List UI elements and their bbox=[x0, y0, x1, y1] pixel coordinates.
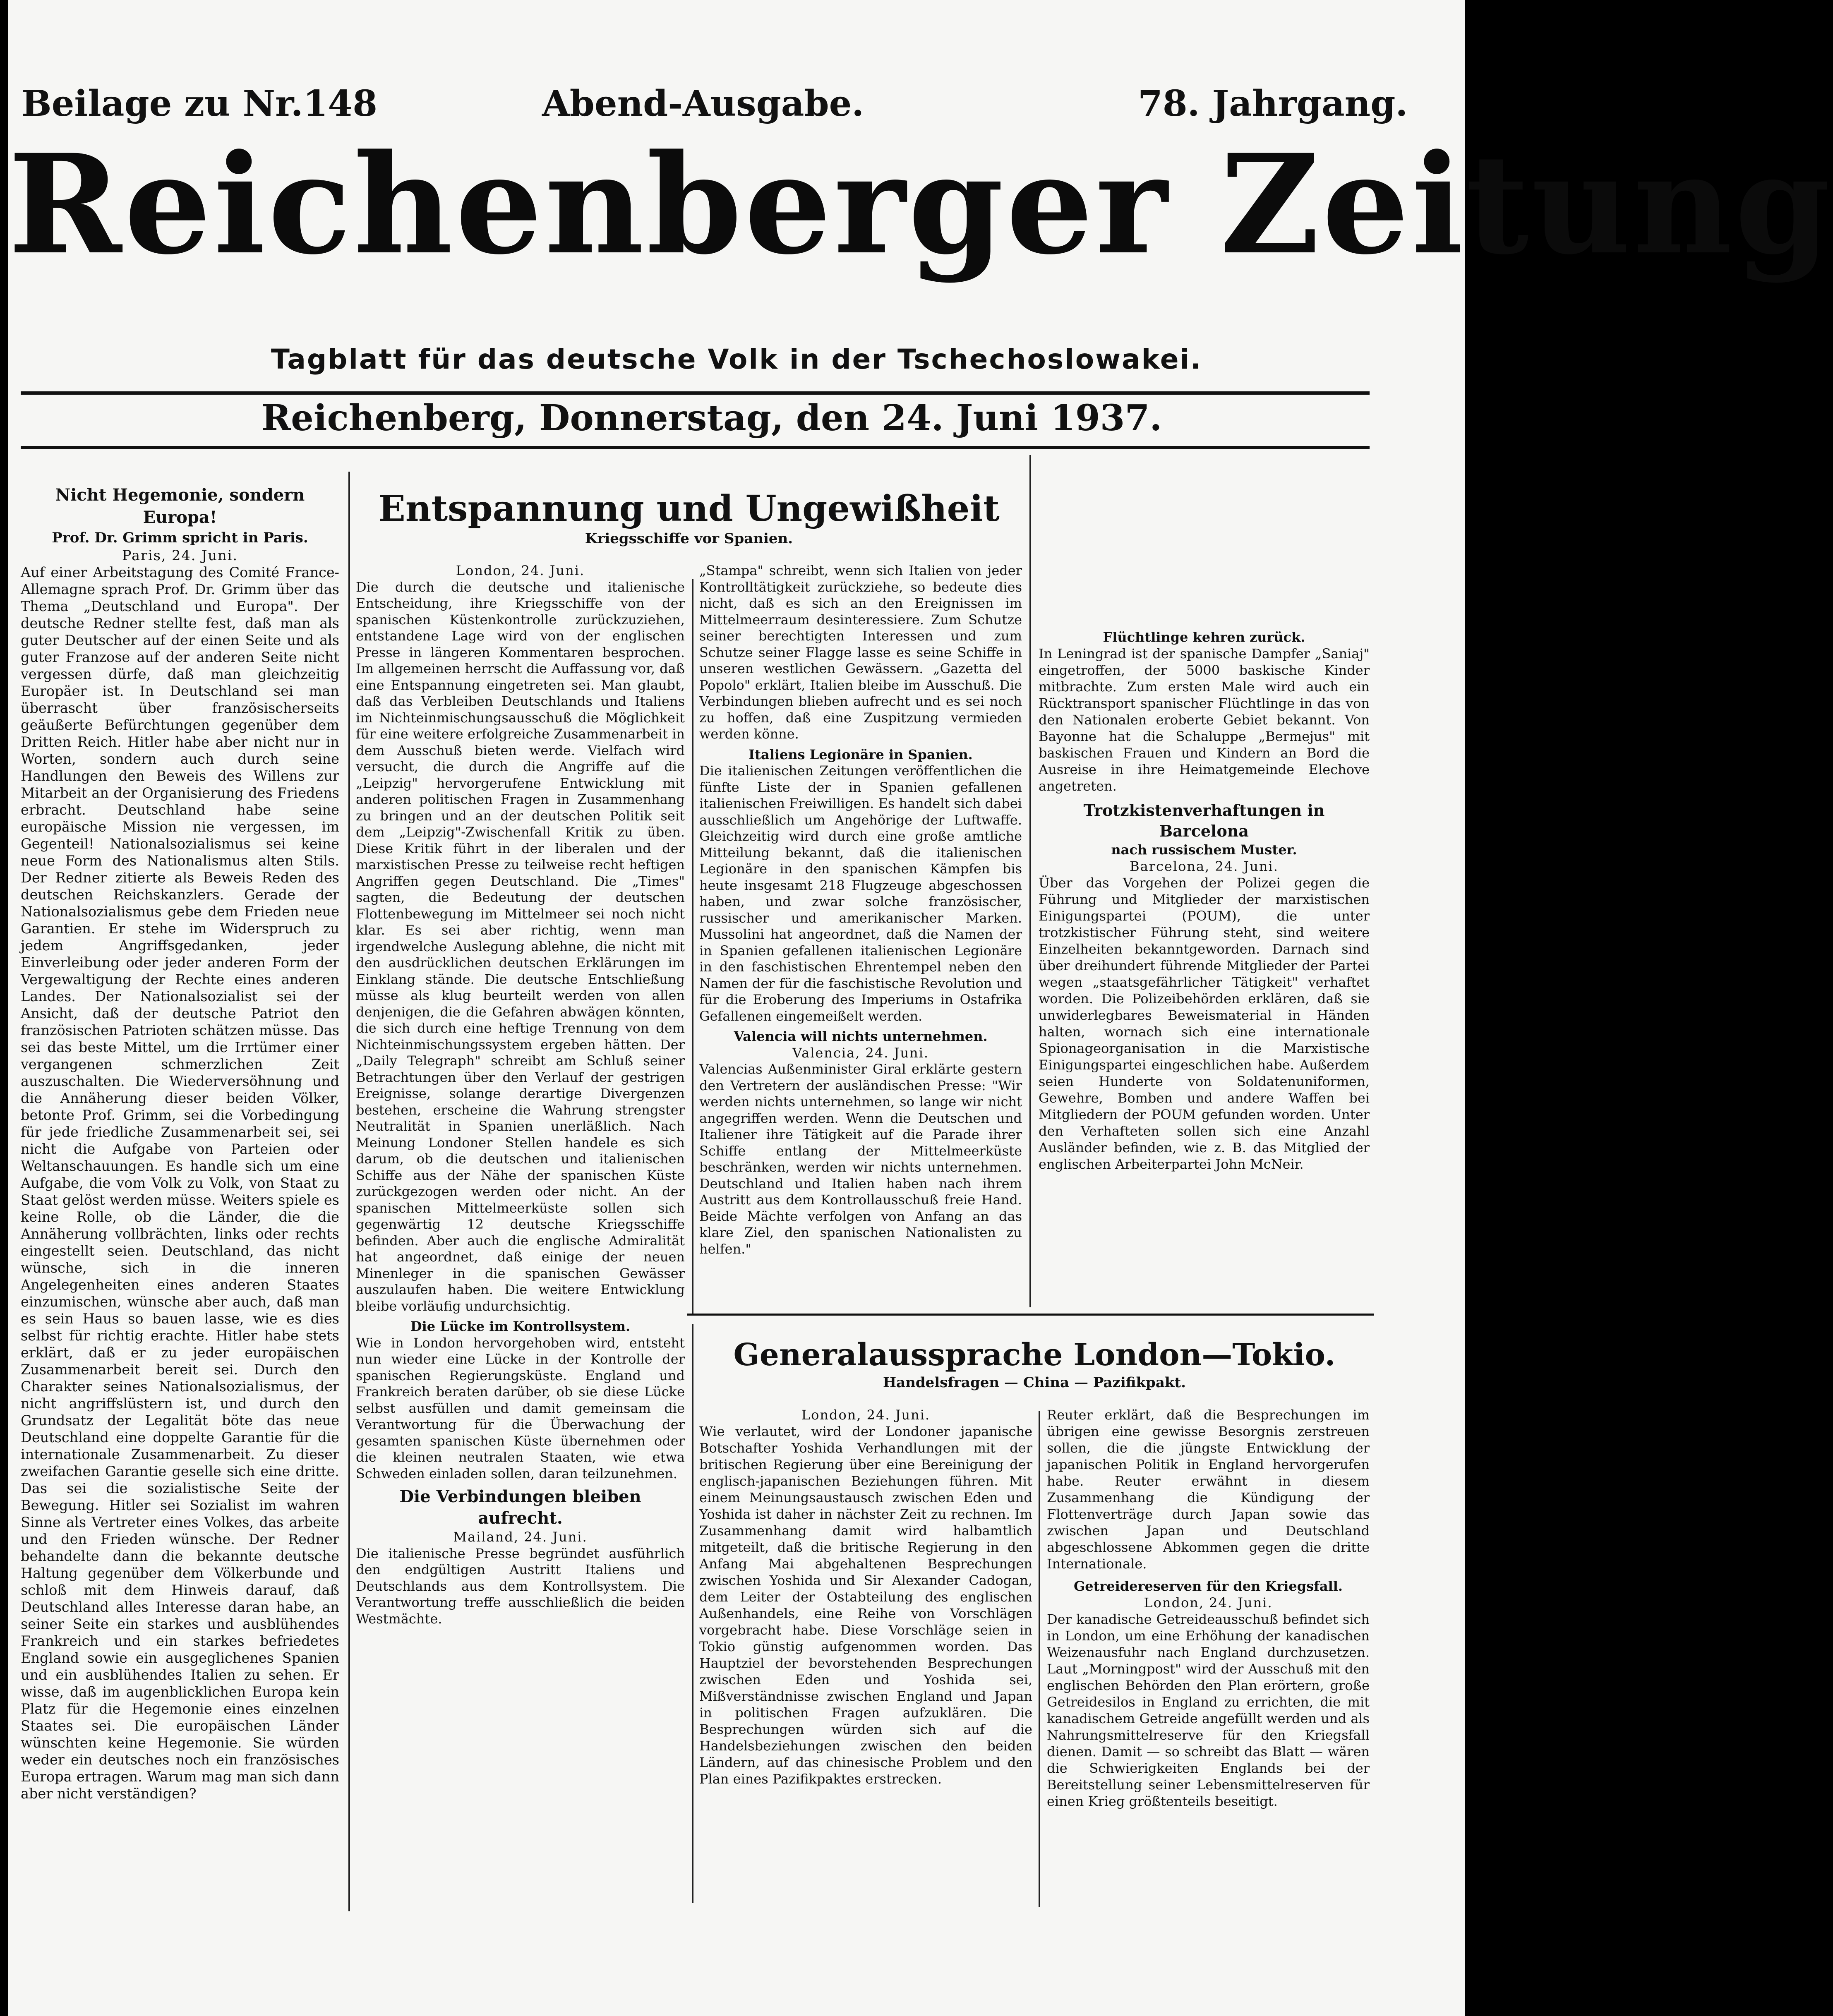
section-heading: Italiens Legionäre in Spanien. bbox=[749, 746, 973, 762]
article-right bbox=[1039, 629, 1370, 1172]
article-left bbox=[21, 484, 339, 1802]
bottom-article-subhead: Handelsfragen — China — Pazifikpakt. bbox=[883, 1374, 1186, 1391]
section-dateline: Valencia, 24. Juni. bbox=[792, 1045, 929, 1061]
section-body: Die italienische Presse begründet ausführlich den endgültigen Austritt Italiens und Deutschlands aus dem Kontrollsystem. Die Verantwortung treffe ausschließlich die beiden Westmächte. bbox=[356, 1545, 685, 1627]
section-body: Wie in London hervorgehoben wird, entsteht nun wieder eine Lücke in der Kontrolle der spanischen Regierungsküste. England und Frankreich beraten darüber, ob sie diese Lücke selbst ausfüllen und damit gemeinsam die Verantwortung für die Überwachung der gesamten spanischen Küste übernehmen oder die kleinen neutralen Staaten, wie etwa Schweden einladen sollen, daran teilzunehmen. bbox=[356, 1335, 685, 1481]
column-divider bbox=[348, 472, 350, 1911]
rule-top bbox=[21, 391, 1370, 395]
volume: 78. Jahrgang. bbox=[1138, 83, 1408, 125]
issue-number: Beilage zu Nr.148 bbox=[22, 83, 378, 125]
bottom-article-body-continued: Reuter erklärt, daß die Besprechungen im übrigen eine gewisse Besorgnis zerstreuen sollen, die die jüngste Entwicklung der japanischen Politik in England hervorgerufen habe. Reuter erwähnt in diesem Zusammenhang die Kündigung der Flottenverträge durch Japan sowie das zwischen Japan und Deutschland abgeschlossene Abkommen gegen die dritte Internationale. bbox=[1047, 1407, 1370, 1572]
main-article-header bbox=[356, 488, 1022, 548]
column-divider bbox=[692, 1324, 693, 1903]
section-body: Valencias Außenminister Giral erklärte gestern den Vertretern der ausländischen Presse: "Wir werden nichts unternehmen, so lange wir nicht angegriffen werden. Wenn die Deutschen und Italiener ihre Tätigkeit auf die Parade ihrer Schiffe entlang der Mittelmeerküste beschränken, werden wir nichts unternehmen. Deutschland und Italien haben nach ihrem Austritt aus dem Kontrollausschuß freie Hand. Beide Mächte verfolgen von Anfang an das klare Ziel, den spanischen Nationalisten zu helfen." bbox=[699, 1061, 1022, 1257]
edition: Abend-Ausgabe. bbox=[542, 83, 864, 125]
rule-bottom bbox=[21, 446, 1370, 449]
article-left-dateline: Paris, 24. Juni. bbox=[122, 547, 238, 563]
bottom-article-col2 bbox=[1047, 1407, 1370, 1810]
main-article-subhead: Kriegsschiffe vor Spanien. bbox=[585, 530, 793, 547]
bottom-article-header bbox=[699, 1336, 1370, 1392]
article-left-body: Auf einer Arbeitstagung des Comité France-Allemagne sprach Prof. Dr. Grimm über das Thema „Deutschland und Europa". Der deutsche Redner stellte fest, daß man als guter Deutscher auf der einen Seite und als guter Franzose auf der anderen Seite nicht vergessen dürfe, daß man gleichzeitig Europäer ist. In Deutschland sei man überrascht über französischerseits geäußerte Befürchtungen gegenüber dem Dritten Reich. Hitler habe aber nicht nur in Worten, sondern auch durch seine Handlungen den Beweis des Willens zur Mitarbeit an der Organisierung des Friedens erbracht. Deutschland habe seine europäische Mission nie vergessen, im Gegenteil! Nationalsozialismus sei keine neue Form des Nationalismus alten Stils. Der Redner zitierte als Beweis Reden des deutschen Reichskanzlers. Gerade der Nationalsozialismus gebe dem Frieden neue Garantien. Er stehe im Widerspruch zu jedem Angriffsgedanken, jeder Einverleibung oder jeder anderen Form der Vergewaltigung der Rechte eines anderen Landes. Der Nationalsozialist sei der Ansicht, daß der deutsche Patriot den französischen Patrioten schätzen müsse. Das sei das beste Mittel, um die Irrtümer einer vergangenen schmerzlichen Zeit auszuschalten. Die Wiederversöhnung und die Annäherung dieser beiden Völker, betonte Prof. Grimm, sei die Vorbedingung für jede friedliche Zusammenarbeit sei, sei nicht die Aufgabe von Parteien oder Weltanschauungen. Es handle sich um eine Aufgabe, die vom Volk zu Volk, von Staat zu Staat gelöst werden müsse. Weiters spiele es keine Rolle, ob die Länder, die die Annäherung vollbrächten, links oder rechts eingestellt seien. Deutschland, das nicht wünsche, sich in die inneren Angelegenheiten eines anderen Staates einzumischen, wünsche aber auch, daß man es sein Haus so bauen lasse, wie es dies selbst für richtig erachte. Hitler habe stets erklärt, daß er zu jeder europäischen Zusammenarbeit bereit sei. Durch den Charakter seines Nationalsozialismus, der nicht angriffslüstern ist, und durch den Grundsatz der Legalität böte das neue Deutschland eine doppelte Garantie für die internationale Zusammenarbeit. Zu dieser zweifachen Garantie geselle sich eine dritte. Das sei die sozialistische Seite der Bewegung. Hitler sei Sozialist im wahren Sinne als Vertreter eines Volkes, das arbeite und den Frieden wünsche. Der Redner behandelte dann die bekannte deutsche Haltung gegenüber dem Völkerbunde und schloß mit dem Hinweis darauf, daß Deutschland alles Interesse daran habe, an seiner Seite ein starkes und ausblühendes Frankreich und ein starkes befriedetes England sowie ein ausgeglichenes Spanien und ein ausblühendes Italien zu sehen. Er wisse, daß im augenblicklichen Europa kein Platz für die Hegemonie eines einzelnen Staates sei. Die europäischen Länder wünschten keine Hegemonie. Sie würden weder ein deutsches noch ein französisches Europa ertragen. Warum mag man sich dann aber nicht verständigen? bbox=[21, 564, 339, 1802]
newspaper-subtitle: Tagblatt für das deutsche Volk in der Tschechoslowakei. bbox=[271, 343, 1202, 375]
section-heading: Flüchtlinge kehren zurück. bbox=[1103, 629, 1305, 645]
newspaper-title: Reichenberger Zeitung bbox=[8, 124, 1833, 285]
section-dateline: London, 24. Juni. bbox=[1144, 1595, 1273, 1611]
section-dateline: Mailand, 24. Juni. bbox=[453, 1529, 588, 1545]
column-divider bbox=[692, 579, 693, 1316]
column-divider bbox=[1029, 455, 1031, 1307]
section-body: Der kanadische Getreideausschuß befindet sich in London, um eine Erhöhung der kanadischen Weizenausfuhr nach England durchzusetzen. Laut „Morningpost" wird der Ausschuß mit den englischen Behörden den Plan erörtern, große Getreidesilos in England zu errichten, die mit kanadischem Getreide angefüllt werden und als Nahrungsmittelreserve für den Kriegsfall dienen. Damit — so schreibt das Blatt — wären die Schwierigkeiten Englands bei der Bereitstellung seiner Lebensmittelreserven für einen Krieg größtenteils beseitigt. bbox=[1047, 1611, 1370, 1809]
main-article-col1 bbox=[356, 563, 685, 1627]
newspaper-page bbox=[8, 0, 1833, 2016]
main-article-dateline: London, 24. Juni. bbox=[456, 563, 585, 578]
section-subhead: nach russischem Muster. bbox=[1111, 842, 1297, 858]
section-body: Über das Vorgehen der Polizei gegen die Führung und Mitglieder der marxistischen Einigungspartei (POUM), die unter trotzkistischer Führung steht, sind weitere Einzelheiten bekanntgeworden. Darnach sind über dreihundert führende Mitglieder der Partei wegen „staatsgefährlicher Tätigkeit" verhaftet worden. Die Polizeibehörden erklären, daß sie unwiderlegbares Beweismaterial in Händen halten, wornach sich eine internationale Spionageorganisation in die Marxistische Einigungspartei eingeschlichen habe. Außerdem seien Hunderte von Soldatenuniformen, Gewehre, Bomben und andere Waffen bei Mitgliedern der POUM gefunden worden. Unter den Verhafteten sollen sich eine Anzahl Ausländer befinden, wie z. B. das Mitglied der englischen Arbeiterpartei John McNeir. bbox=[1039, 875, 1370, 1172]
main-article-body: Die durch die deutsche und italienische Entscheidung, ihre Kriegsschiffe von der spanischen Küstenkontrolle zurückzuziehen, entstandene Lage wird von der englischen Presse in längeren Kommentaren besprochen. Im allgemeinen herrscht die Auffassung vor, daß eine Entspannung eingetreten sei. Man glaubt, daß das Verbleiben Deutschlands und Italiens im Nichteinmischungsausschuß die Möglichkeit für eine weitere erfolgreiche Zusammenarbeit in dem Ausschuß bieten werde. Vielfach wird versucht, die durch die Angriffe auf die „Leipzig" hervorgerufene Entwicklung mit anderen politischen Fragen in Zusammenhang zu bringen und an der deutschen Politik seit dem „Leipzig"-Zwischenfall Kritik zu üben. Diese Kritik führt in der liberalen und der marxistischen Presse zu teilweise recht heftigen Angriffen gegen Deutschland. Die „Times" sagten, die Bedeutung der deutschen Flottenbewegung im Mittelmeer sei noch nicht klar. Es sei aber richtig, wenn man irgendwelche Auslegung ablehne, die nicht mit den ausdrücklichen deutschen Erklärungen im Einklang stände. Die deutsche Entschließung müsse als klug beurteilt werden von allen denjenigen, die die Gefahren abwägen könnten, die sich durch eine heftige Trennung von dem Nichteinmischungssystem ergeben hätten. Der „Daily Telegraph" schreibt am Schluß seiner Betrachtungen über den Verlauf der gestrigen Ereignisse, solange derartige Divergenzen bestehen, erscheine die Wahrung strengster Neutralität in Spanien unerläßlich. Nach Meinung Londoner Stellen handele es sich darum, ob die deutschen und italienischen Schiffe aus der Nähe der spanischen Küste zurückgezogen werden oder nicht. An der spanischen Mittelmeerküste sollen sich gegenwärtig 12 deutsche Kriegsschiffe befinden. Aber auch die englische Admiralität hat angeordnet, daß einige der neuen Minenleger in die spanischen Gewässer auszulaufen haben. Die weitere Entwicklung bleibe vorläufig undurchsichtig. bbox=[356, 579, 685, 1314]
bottom-article-col1 bbox=[699, 1407, 1032, 1787]
section-body: In Leningrad ist der spanische Dampfer „Saniaj" eingetroffen, der 5000 baskische Kinder mitbrachte. Zum ersten Male wird auch ein Rücktransport spanischer Flüchtlinge in das von den Nationalen eroberte Gebiet bekannt. Von Bayonne hat die Schaluppe „Bermejus" mit baskischen Frauen und Kindern an Bord die Ausreise in ihre Heimatgemeinde Elechove angetreten. bbox=[1039, 646, 1370, 794]
bottom-article-headline: Generalaussprache London—Tokio. bbox=[733, 1337, 1336, 1373]
column-divider bbox=[1039, 1411, 1040, 1907]
section-heading: Getreidereserven für den Kriegsfall. bbox=[1073, 1578, 1343, 1594]
section-heading: Trotzkistenverhaftungen in Barcelona bbox=[1083, 801, 1325, 840]
section-heading: Die Verbindungen bleiben aufrecht. bbox=[399, 1487, 641, 1528]
section-rule bbox=[687, 1314, 1374, 1316]
section-body: Die italienischen Zeitungen veröffentlichen die fünfte Liste der in Spanien gefallenen italienischen Freiwilligen. Es handelt sich dabei ausschließlich um Angehörige der Luftwaffe. Gleichzeitig wird durch eine große amtliche Mitteilung bekannt, daß die italienischen Legionäre in den spanischen Kämpfen bis heute insgesamt 218 Flugzeuge abgeschossen haben, und zwar solche französischer, russischer und amerikanischer Marken. Mussolini hat angeordnet, daß die Namen der in Spanien gefallenen italienischen Legionäre in den faschistischen Ehrentempel neben den Namen der für die faschistische Revolution und für die Eroberung des Imperiums in Ostafrika Gefallenen eingemeißelt werden. bbox=[699, 763, 1022, 1024]
section-heading: Valencia will nichts unternehmen. bbox=[734, 1028, 988, 1044]
main-article-body-continued: „Stampa" schreibt, wenn sich Italien von jeder Kontrolltätigkeit zurückziehe, so bedeute dies nicht, daß es sich an den Ereignissen im Mittelmeerraum desinteressiere. Zum Schutze seiner berechtigten Interessen und zum Schutze seiner Flagge lasse es seine Schiffe in unseren westlichen Gewässern. „Gazetta del Popolo" erklärt, Italien bleibe im Ausschuß. Die Verbindungen blieben aufrecht und es sei noch zu hoffen, daß eine Zuspitzung vermieden werden könne. bbox=[699, 563, 1022, 742]
bottom-article-body: Wie verlautet, wird der Londoner japanische Botschafter Yoshida Verhandlungen mit der britischen Regierung über eine Bereinigung der englisch-japanischen Beziehungen führen. Mit einem Meinungsaustausch zwischen Eden und Yoshida ist daher in nächster Zeit zu rechnen. Im Zusammenhang damit wird halbamtlich mitgeteilt, daß die britische Regierung in den Anfang Mai abgehaltenen Besprechungen zwischen Yoshida und Sir Alexander Cadogan, dem Leiter der Ostabteilung des englischen Außenhandels, eine Reihe von Vorschlägen vorgebracht habe. Diese Vorschläge seien in Tokio günstig aufgenommen worden. Das Hauptziel der bevorstehenden Besprechungen zwischen Eden und Yoshida sei, Mißverständnisse zwischen England und Japan in politischen Fragen aufzuklären. Die Besprechungen würden sich auf die Handelsbeziehungen zwischen den beiden Ländern, auf das chinesische Problem und den Plan eines Pazifikpaktes erstrecken. bbox=[699, 1424, 1032, 1787]
article-left-subhead: Prof. Dr. Grimm spricht in Paris. bbox=[52, 530, 308, 546]
bottom-article-dateline: London, 24. Juni. bbox=[801, 1407, 931, 1423]
main-article-headline: Entspannung und Ungewißheit bbox=[378, 488, 1000, 530]
article-left-headline: Nicht Hegemonie, sondern Europa! bbox=[55, 485, 305, 527]
issue-dateline: Reichenberg, Donnerstag, den 24. Juni 1937. bbox=[261, 397, 1162, 439]
main-article-col2 bbox=[699, 563, 1022, 1257]
section-heading: Die Lücke im Kontrollsystem. bbox=[410, 1318, 631, 1334]
section-dateline: Barcelona, 24. Juni. bbox=[1130, 858, 1279, 874]
